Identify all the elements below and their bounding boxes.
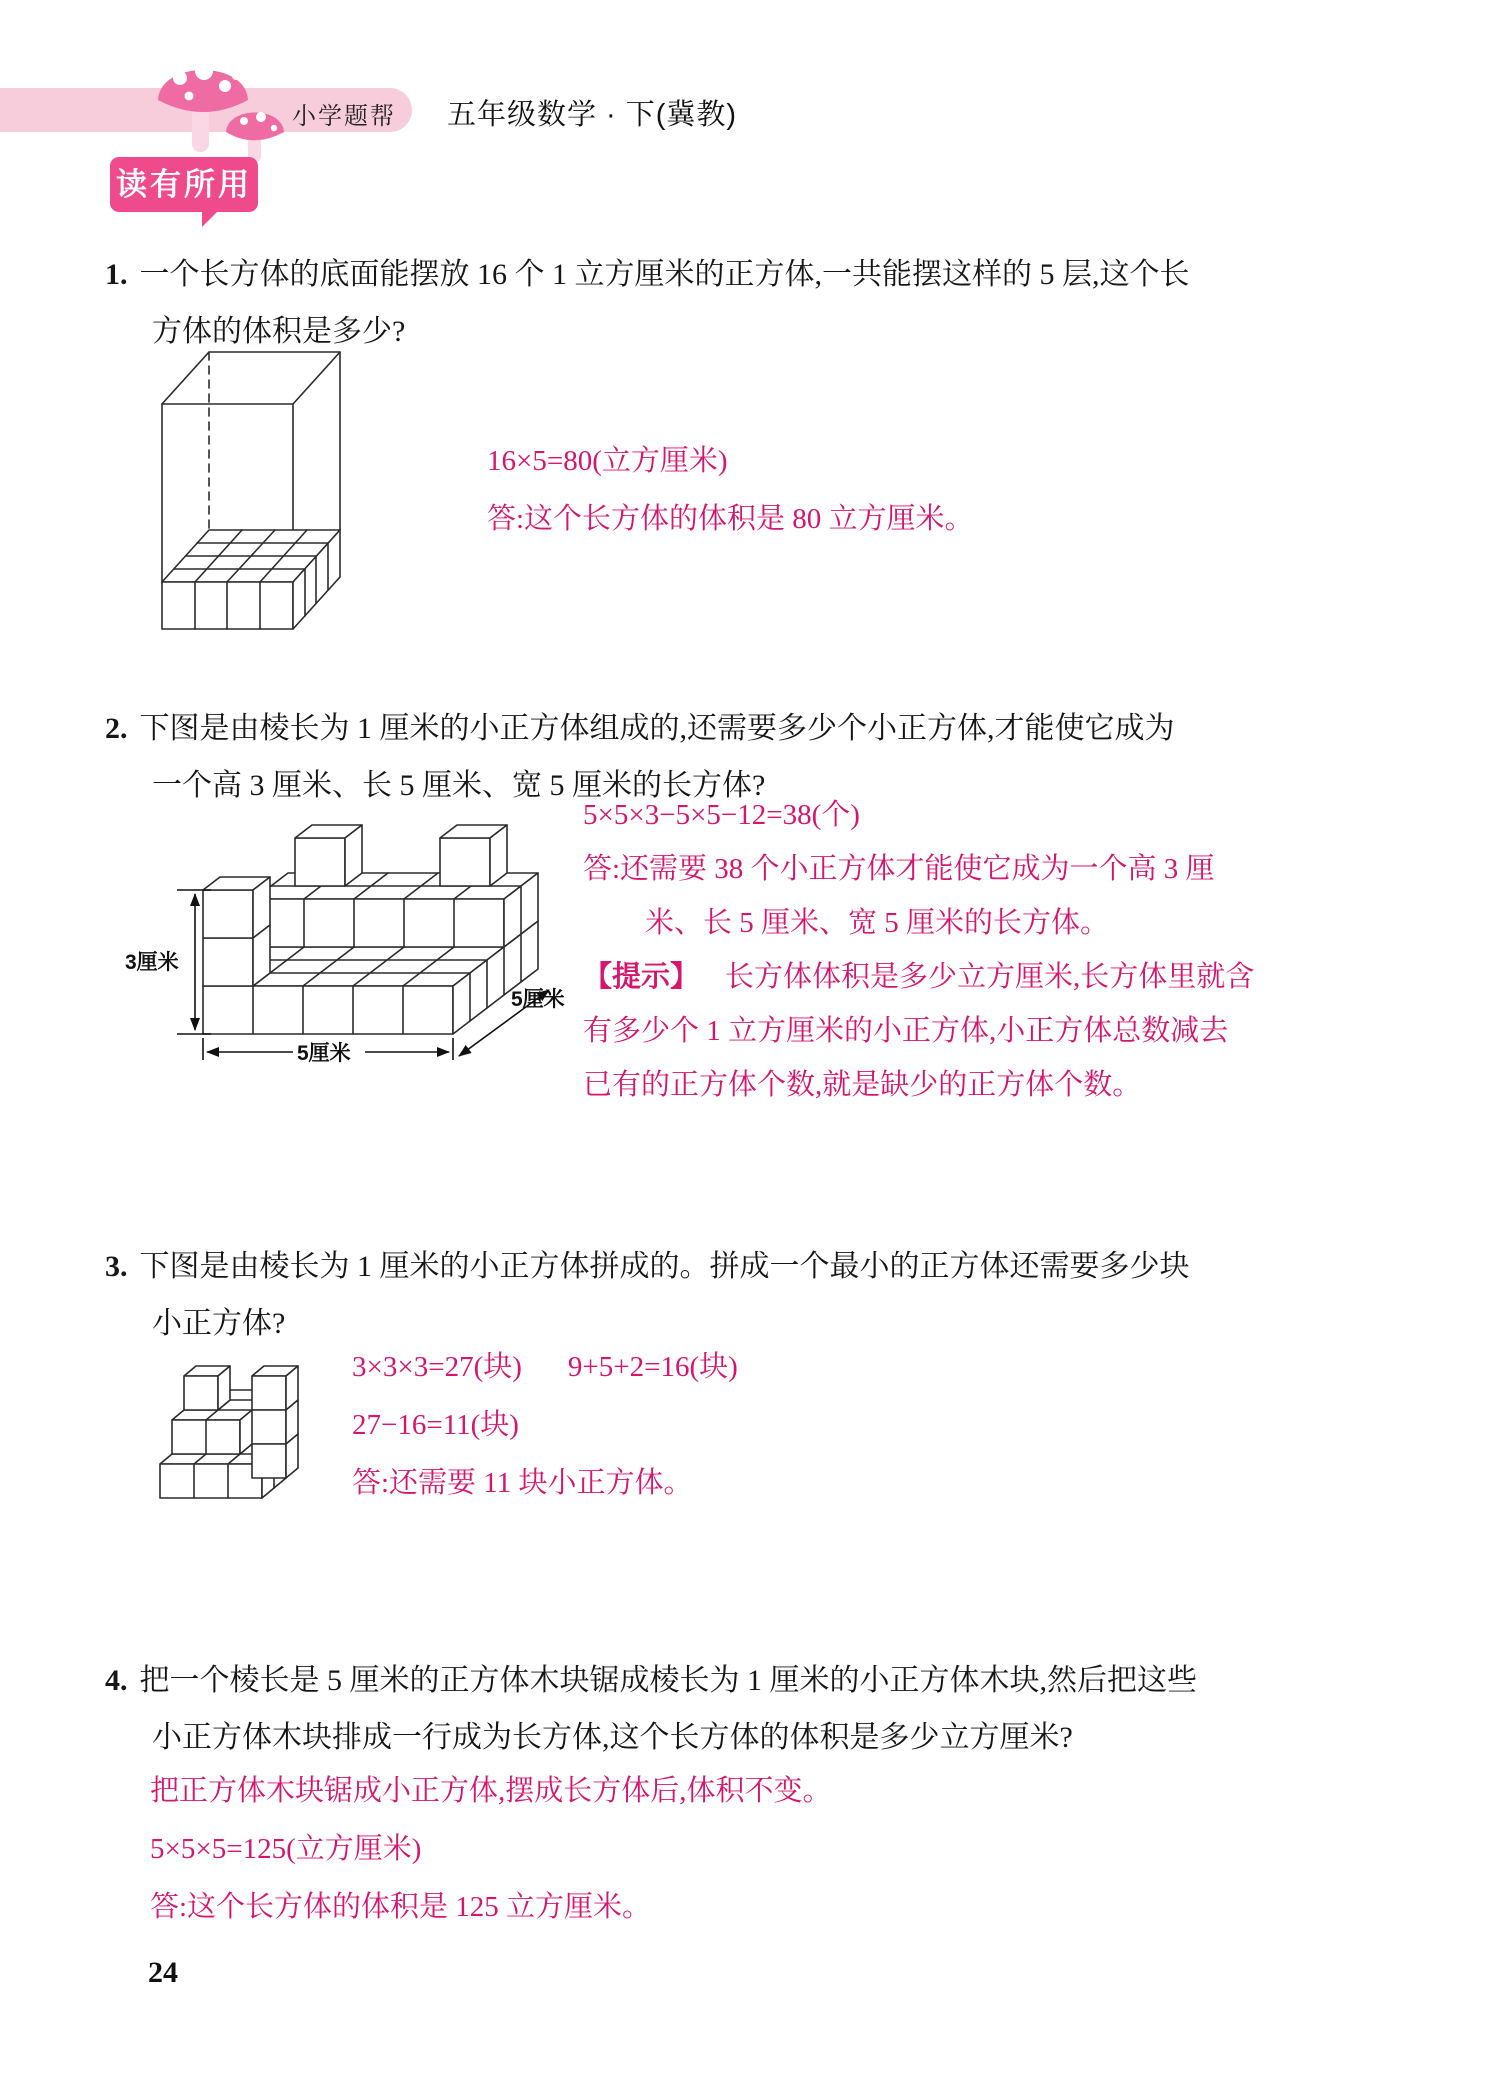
- answer-3: [352, 1338, 738, 1512]
- answer-3-sentence: 答:还需要 11 块小正方体。: [352, 1467, 693, 1499]
- problem-4-line-1: [105, 1652, 1465, 1709]
- problem-1-line-1: [105, 246, 1465, 303]
- edition-title: 五年级数学 · 下(冀教): [447, 99, 738, 131]
- problem-4-line-2: 小正方体木块排成一行成为长方体,这个长方体的体积是多少立方厘米?: [152, 1721, 1073, 1754]
- problem-1-number: 1.: [105, 258, 128, 291]
- answer-3-equation-line-2: 27−16=11(块): [352, 1409, 519, 1441]
- answer-1: [487, 432, 974, 548]
- problem-3-number: 3.: [105, 1250, 128, 1283]
- answer-1-equation: 16×5=80(立方厘米): [487, 445, 728, 477]
- answer-2-hint-line-2: 有多少个 1 立方厘米的小正方体,小正方体总数减去: [583, 1015, 1229, 1047]
- problem-3-line-1: [105, 1238, 1465, 1295]
- answer-1-sentence: 答:这个长方体的体积是 80 立方厘米。: [487, 503, 974, 535]
- section-badge: 读有所用: [110, 157, 258, 212]
- answer-4-equation: 5×5×5=125(立方厘米): [150, 1833, 422, 1865]
- problem-2-text: 下图是由棱长为 1 厘米的小正方体组成的,还需要多少个小正方体,才能使它成为: [139, 712, 1175, 745]
- answer-3-equation-b: 9+5+2=16(块): [567, 1351, 738, 1383]
- problem-3-line-2: 小正方体?: [152, 1307, 286, 1340]
- problem-1: [105, 246, 1465, 360]
- problem-2-line-1: [105, 700, 1465, 757]
- problem-3: [105, 1238, 1465, 1352]
- answer-3-equation-line-1: [352, 1338, 738, 1396]
- problem-4-text: 把一个棱长是 5 厘米的正方体木块锯成棱长为 1 厘米的小正方体木块,然后把这些: [139, 1664, 1197, 1697]
- problem-4-number: 4.: [105, 1664, 128, 1697]
- problem-2-number: 2.: [105, 712, 128, 745]
- dim-label-height: 3厘米: [125, 951, 179, 974]
- problem-1-text: 一个长方体的底面能摆放 16 个 1 立方厘米的正方体,一共能摆这样的 5 层,这个长: [139, 258, 1190, 291]
- answer-2: [583, 788, 1254, 1112]
- mushroom-icon: [148, 40, 298, 162]
- answer-3-equation-a: 3×3×3=27(块): [352, 1351, 522, 1383]
- diagram-1-cuboid: [128, 344, 358, 644]
- problem-2-line-2: 一个高 3 厘米、长 5 厘米、宽 5 厘米的长方体?: [152, 769, 766, 802]
- answer-2-sentence-1: 答:还需要 38 个小正方体才能使它成为一个高 3 厘: [583, 853, 1215, 885]
- answer-2-hint-line-3: 已有的正方体个数,就是缺少的正方体个数。: [583, 1069, 1142, 1101]
- page-number: 24: [148, 1956, 178, 1989]
- brand-title: 小学题帮: [292, 103, 396, 130]
- hint-label: 【提示】: [583, 961, 700, 993]
- diagram-2-cube-structure: [125, 806, 605, 1076]
- answer-4-note: 把正方体木块锯成小正方体,摆成长方体后,体积不变。: [150, 1775, 832, 1807]
- diagram-3-cube-stairs: [142, 1340, 332, 1510]
- answer-2-equation: 5×5×3−5×5−12=38(个): [583, 799, 860, 831]
- problem-4: [105, 1652, 1465, 1766]
- problem-1-line-2: 方体的体积是多少?: [152, 315, 406, 348]
- answer-4-sentence: 答:这个长方体的体积是 125 立方厘米。: [150, 1891, 652, 1923]
- dim-label-depth: 5厘米: [511, 988, 565, 1011]
- hint-text-1: 长方体体积是多少立方厘米,长方体里就含: [725, 961, 1255, 993]
- answer-2-hint-line-1: [583, 950, 1254, 1004]
- mushroom-logo: [148, 40, 298, 167]
- dim-label-length: 5厘米: [297, 1042, 351, 1065]
- answer-4: [150, 1762, 832, 1936]
- problem-3-text: 下图是由棱长为 1 厘米的小正方体拼成的。拼成一个最小的正方体还需要多少块: [139, 1250, 1190, 1283]
- answer-2-sentence-2: 米、长 5 厘米、宽 5 厘米的长方体。: [645, 907, 1110, 939]
